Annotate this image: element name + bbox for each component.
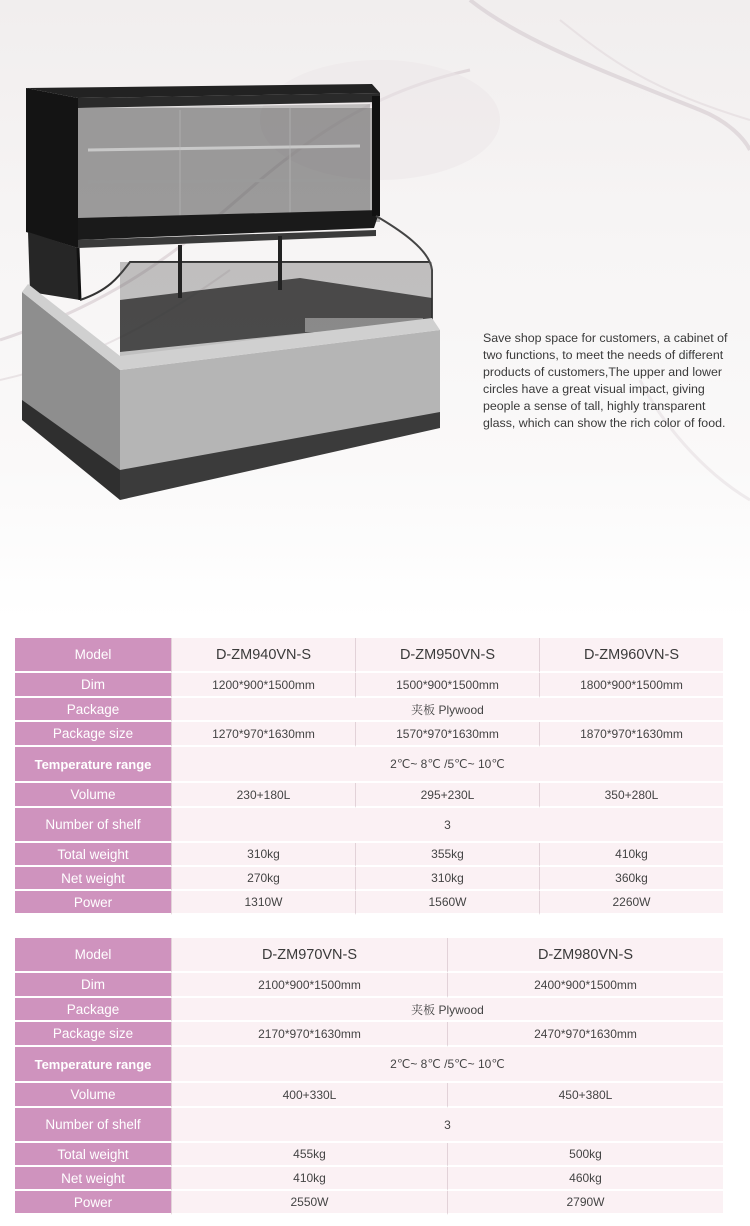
row-label: Temperature range (15, 747, 171, 783)
total-weight-row (15, 843, 723, 867)
net-weight-cell: 360kg (539, 867, 723, 891)
row-label: Power (15, 891, 171, 915)
package-row (15, 998, 723, 1022)
temperature-cell: 2℃~ 8℃ /5℃~ 10℃ (171, 747, 723, 783)
total-weight-cell: 455kg (171, 1143, 447, 1167)
volume-cell: 350+280L (539, 783, 723, 808)
package-cell: 夹板 Plywood (171, 698, 723, 722)
package-size-cell: 2470*970*1630mm (447, 1022, 723, 1047)
row-label: Total weight (15, 1143, 171, 1167)
model-name: D-ZM980VN-S (447, 938, 723, 973)
volume-cell: 400+330L (171, 1083, 447, 1108)
shelf-row (15, 808, 723, 843)
dim-cell: 1500*900*1500mm (355, 673, 539, 698)
net-weight-cell: 310kg (355, 867, 539, 891)
row-label: Total weight (15, 843, 171, 867)
temperature-cell: 2℃~ 8℃ /5℃~ 10℃ (171, 1047, 723, 1083)
row-label: Volume (15, 1083, 171, 1108)
package-cell: 夹板 Plywood (171, 998, 723, 1022)
total-weight-cell: 500kg (447, 1143, 723, 1167)
model-name: D-ZM940VN-S (171, 638, 355, 673)
power-row (15, 1191, 723, 1215)
row-label: Net weight (15, 867, 171, 891)
row-label: Dim (15, 673, 171, 698)
net-weight-cell: 410kg (171, 1167, 447, 1191)
row-label: Model (15, 938, 171, 973)
power-cell: 2550W (171, 1191, 447, 1215)
power-cell: 2790W (447, 1191, 723, 1215)
model-name: D-ZM960VN-S (539, 638, 723, 673)
package-size-row (15, 722, 723, 747)
package-size-cell: 1870*970*1630mm (539, 722, 723, 747)
shelf-row (15, 1108, 723, 1143)
row-label: Package (15, 698, 171, 722)
temperature-row (15, 747, 723, 783)
net-weight-row (15, 1167, 723, 1191)
row-label: Package (15, 998, 171, 1022)
dim-cell: 1200*900*1500mm (171, 673, 355, 698)
row-label: Power (15, 1191, 171, 1215)
shelf-cell: 3 (171, 1108, 723, 1143)
dim-row (15, 673, 723, 698)
product-description: Save shop space for customers, a cabinet of two functions, to meet the needs of different products of customers,The upper and lower circles have a great visual impact, giving people a sense of tall, highly transparent glass, which can show the rich color of food. (483, 331, 728, 430)
dim-cell: 1800*900*1500mm (539, 673, 723, 698)
volume-cell: 295+230L (355, 783, 539, 808)
package-row (15, 698, 723, 722)
volume-row (15, 1083, 723, 1108)
volume-row (15, 783, 723, 808)
net-weight-cell: 270kg (171, 867, 355, 891)
dim-cell: 2100*900*1500mm (171, 973, 447, 998)
temperature-row (15, 1047, 723, 1083)
power-cell: 2260W (539, 891, 723, 915)
total-weight-row (15, 1143, 723, 1167)
power-row (15, 891, 723, 915)
row-label: Number of shelf (15, 1108, 171, 1143)
model-name: D-ZM950VN-S (355, 638, 539, 673)
row-label: Model (15, 638, 171, 673)
package-size-cell: 1570*970*1630mm (355, 722, 539, 747)
row-label: Temperature range (15, 1047, 171, 1083)
spec-table-2 (15, 938, 723, 1215)
package-size-row (15, 1022, 723, 1047)
spec-table-1 (15, 638, 723, 915)
row-label: Number of shelf (15, 808, 171, 843)
total-weight-cell: 355kg (355, 843, 539, 867)
display-cabinet-image (0, 0, 470, 520)
net-weight-cell: 460kg (447, 1167, 723, 1191)
net-weight-row (15, 867, 723, 891)
model-row (15, 938, 723, 973)
shelf-cell: 3 (171, 808, 723, 843)
volume-cell: 450+380L (447, 1083, 723, 1108)
row-label: Dim (15, 973, 171, 998)
total-weight-cell: 310kg (171, 843, 355, 867)
model-name: D-ZM970VN-S (171, 938, 447, 973)
dim-cell: 2400*900*1500mm (447, 973, 723, 998)
power-cell: 1560W (355, 891, 539, 915)
model-row (15, 638, 723, 673)
volume-cell: 230+180L (171, 783, 355, 808)
package-size-cell: 2170*970*1630mm (171, 1022, 447, 1047)
power-cell: 1310W (171, 891, 355, 915)
row-label: Net weight (15, 1167, 171, 1191)
dim-row (15, 973, 723, 998)
row-label: Volume (15, 783, 171, 808)
row-label: Package size (15, 1022, 171, 1047)
row-label: Package size (15, 722, 171, 747)
total-weight-cell: 410kg (539, 843, 723, 867)
package-size-cell: 1270*970*1630mm (171, 722, 355, 747)
